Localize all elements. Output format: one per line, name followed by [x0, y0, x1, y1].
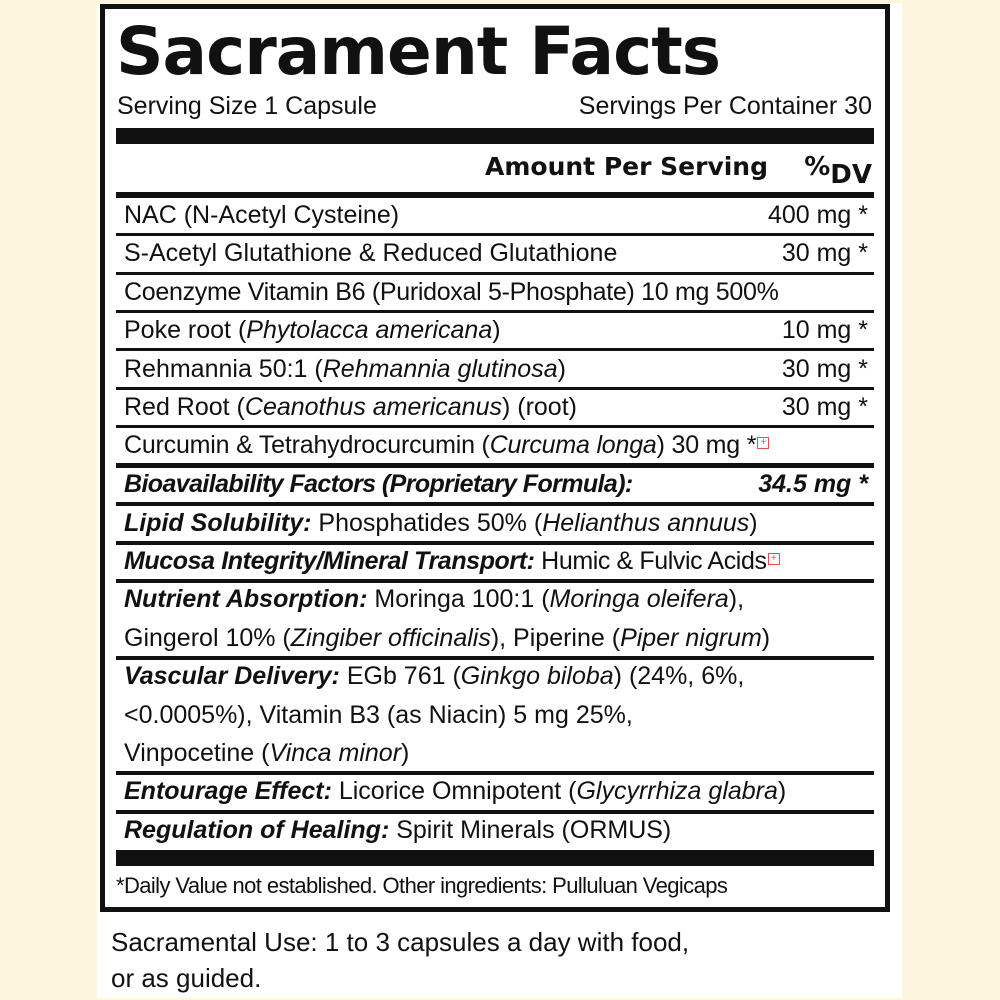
servings-per-container: Servings Per Container 30: [578, 92, 872, 120]
amount-per-serving-label: Amount Per Serving: [485, 152, 768, 181]
usage-line-1: Sacramental Use: 1 to 3 capsules a day with food,: [111, 927, 690, 957]
sacramental-use: [111, 924, 871, 996]
ingredient-row-glutathione: S-Acetyl Glutathione & Reduced Glutathione 30 mg *: [124, 239, 868, 267]
ingredient-row-red-root: Red Root (Ceanothus americanus) (root) 30 mg *: [124, 393, 868, 421]
entourage-effect-row: Entourage Effect: Licorice Omnipotent (Glycyrrhiza glabra): [124, 777, 787, 805]
nutrient-absorption-row: Nutrient Absorption: Moringa 100:1 (Moringa oleifera),: [124, 585, 745, 613]
lipid-solubility-row: Lipid Solubility: Phosphatides 50% (Helianthus annuus): [124, 509, 758, 537]
facts-title: Sacrament Facts: [116, 13, 721, 90]
ingredient-row-b6: Coenzyme Vitamin B6 (Puridoxal 5-Phosphate) 10 mg 500%: [124, 278, 779, 306]
thick-divider-top: [116, 128, 874, 144]
serving-size: Serving Size 1 Capsule: [117, 92, 377, 120]
mucosa-integrity-row: Mucosa Integrity/Mineral Transport: Humic & Fulvic Acids +: [124, 543, 872, 579]
plus-mark-icon: +: [768, 553, 780, 565]
nutrient-absorption-row-2: Gingerol 10% (Zingiber officinalis), Piperine (Piper nigrum): [124, 624, 771, 652]
ingredient-row-curcumin: Curcumin & Tetrahydrocurcumin (Curcuma longa) 30 mg * +: [124, 427, 872, 463]
vascular-delivery-row-3: Vinpocetine (Vinca minor): [124, 739, 410, 767]
vascular-delivery-row-2: <0.0005%), Vitamin B3 (as Niacin) 5 mg 25%,: [124, 701, 633, 729]
usage-line-2: or as guided.: [111, 963, 262, 993]
regulation-of-healing-row: Regulation of Healing: Spirit Minerals (ORMUS): [124, 816, 672, 844]
plus-mark-icon: +: [757, 437, 769, 449]
ingredient-row-rehmannia: Rehmannia 50:1 (Rehmannia glutinosa) 30 mg *: [124, 355, 868, 383]
ingredient-row-nac: NAC (N-Acetyl Cysteine) 400 mg *: [124, 201, 868, 229]
amount-header: [116, 150, 874, 190]
serving-info: [117, 90, 872, 122]
daily-value-label: %DV: [804, 152, 872, 190]
vascular-delivery-row: Vascular Delivery: EGb 761 (Ginkgo biloba) (24%, 6%,: [124, 662, 745, 690]
footnote: *Daily Value not established. Other ingredients: Pulluluan Vegicaps: [116, 873, 728, 898]
proprietary-formula-row: Bioavailability Factors (Proprietary Formula): 34.5 mg *: [124, 470, 868, 498]
thick-divider-bottom: [116, 850, 874, 866]
ingredient-row-poke-root: Poke root (Phytolacca americana) 10 mg *: [124, 316, 868, 344]
